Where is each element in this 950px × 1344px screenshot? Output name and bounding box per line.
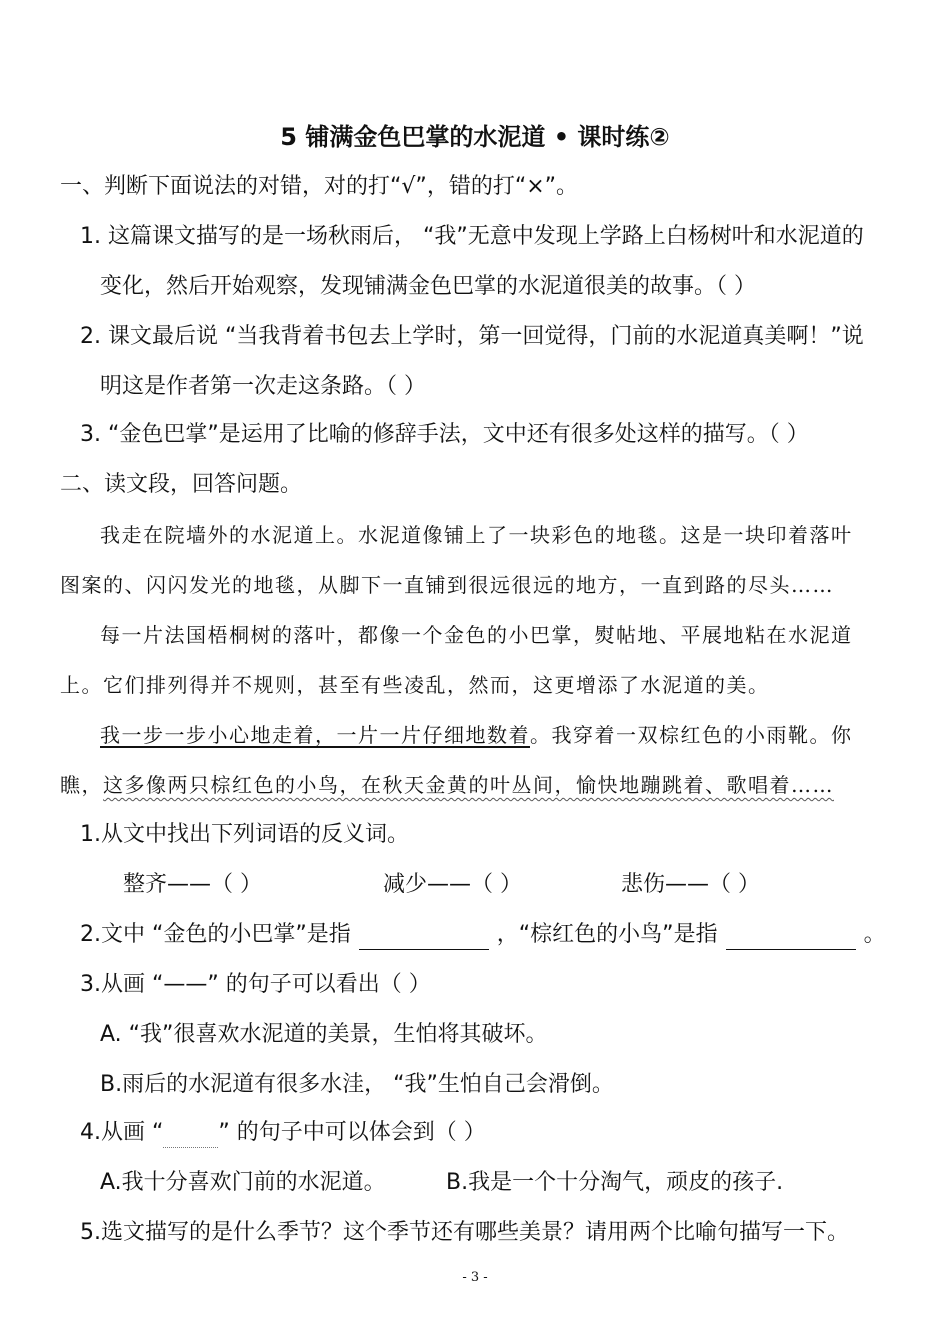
reading-question-5: 5.选文描写的是什么季节？这个季节还有哪些美景？请用两个比喻句描写一下。 — [80, 1220, 849, 1245]
wavy-line-marker — [163, 1125, 218, 1148]
passage-p2-line-2: 上。它们排列得并不规则，甚至有些凌乱，然而，这更增添了水泥道的美。 — [60, 673, 770, 697]
section-1-heading: 一、判断下面说法的对错，对的打“√”，错的打“×”。 — [60, 174, 579, 199]
passage-p1-line-2: 图案的、闪闪发光的地毯，从脚下一直铺到很远很远的地方，一直到路的尽头…… — [60, 573, 834, 597]
wavy-underlined-sentence: 这多像两只棕红色的小鸟，在秋天金黄的叶丛间，愉快地蹦跳着、歌唱着…… — [103, 773, 834, 797]
question-3-option-a: A. “我”很喜欢水泥道的美景，生怕将其破坏。 — [100, 1022, 548, 1047]
page-title: 5 铺满金色巴掌的水泥道 • 课时练② — [280, 123, 670, 151]
passage-p3-line2-start: 瞧， — [60, 773, 103, 797]
question-2-part-1: 2.文中 “金色的小巴掌”是指 — [80, 922, 351, 947]
question-3-option-b: B.雨后的水泥道有很多水洼， “我”生怕自己会滑倒。 — [100, 1072, 614, 1097]
answer-blank-2[interactable] — [726, 927, 856, 950]
question-4-option-a: A.我十分喜欢门前的水泥道。 — [100, 1170, 386, 1195]
question-3: 3. “金色巴掌”是运用了比喻的修辞手法，文中还有很多处这样的描写。（ ） — [80, 422, 809, 447]
underlined-sentence: 我一步一步小心地走着，一片一片仔细地数着 — [100, 723, 530, 747]
question-2-part-2: ，“棕红色的小鸟”是指 — [496, 922, 718, 947]
section-2-heading: 二、读文段，回答问题。 — [60, 472, 303, 497]
page-number: - 3 - — [462, 1270, 488, 1285]
reading-question-3: 3.从画 “——” 的句子可以看出（ ） — [80, 972, 431, 997]
antonym-item-3: 悲伤——（ ） — [621, 872, 760, 897]
question-2-line-1: 2. 课文最后说 “当我背着书包去上学时，第一回觉得，门前的水泥道真美啊！”说 — [80, 324, 864, 349]
reading-question-4 — [80, 1118, 486, 1148]
question-2-end: 。 — [863, 922, 886, 947]
passage-p1-line-1: 我走在院墙外的水泥道上。水泥道像铺上了一块彩色的地毯。这是一块印着落叶 — [100, 523, 853, 547]
question-1-line-1: 1. 这篇课文描写的是一场秋雨后， “我”无意中发现上学路上白杨树叶和水泥道的 — [80, 224, 864, 249]
reading-question-1: 1.从文中找出下列词语的反义词。 — [80, 822, 409, 847]
passage-p3-line-2 — [60, 770, 834, 800]
question-4-start: 4.从画 “ — [80, 1120, 164, 1145]
question-4-end: ” 的句子中可以体会到（ ） — [218, 1120, 486, 1145]
passage-p3-line-1 — [100, 720, 853, 750]
question-1-line-2: 变化，然后开始观察，发现铺满金色巴掌的水泥道很美的故事。（ ） — [100, 274, 756, 299]
question-4-option-b: B.我是一个十分淘气，顽皮的孩子. — [446, 1170, 784, 1195]
antonym-item-1: 整齐——（ ） — [123, 872, 262, 897]
antonym-item-2: 减少——（ ） — [383, 872, 522, 897]
question-2-line-2: 明这是作者第一次走这条路。（ ） — [100, 374, 426, 399]
passage-p2-line-1: 每一片法国梧桐树的落叶，都像一个金色的小巴掌，熨帖地、平展地粘在水泥道 — [100, 623, 853, 647]
reading-question-2 — [80, 920, 886, 950]
passage-p3-rest: 。我穿着一双棕红色的小雨靴。你 — [530, 723, 853, 747]
answer-blank-1[interactable] — [359, 927, 489, 950]
